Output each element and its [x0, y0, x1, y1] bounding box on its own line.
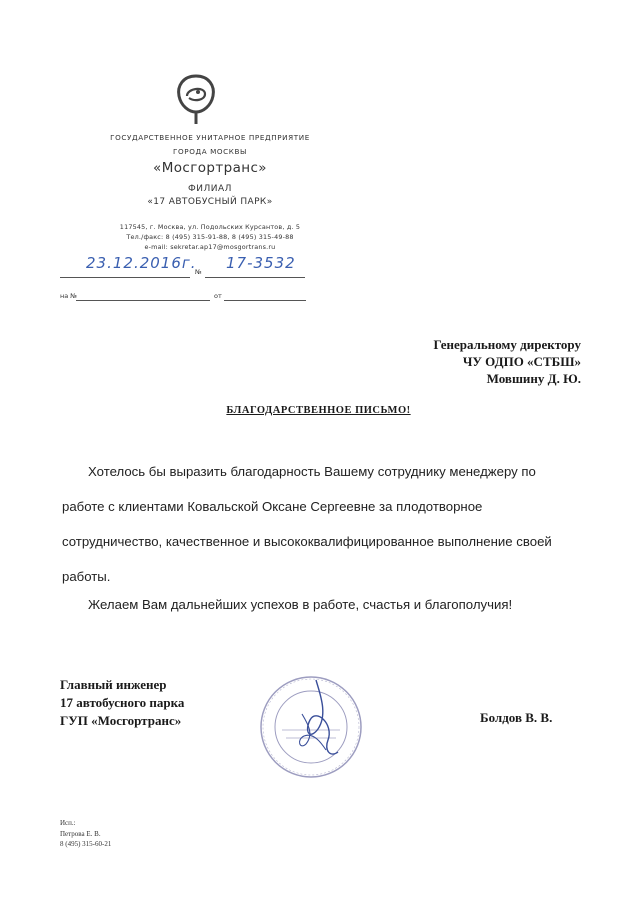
- executor-name: Петрова Е. В.: [60, 829, 101, 838]
- email: e-mail: sekretar.ap17@mosgortrans.ru: [144, 243, 276, 251]
- position-line3: ГУП «Мосгортранс»: [60, 713, 182, 728]
- branch-line2: «17 АВТОБУСНЫЙ ПАРК»: [147, 197, 273, 207]
- number-underline: [205, 276, 305, 278]
- number-handwritten: 17-3532: [226, 254, 296, 272]
- ref-underline: [76, 299, 210, 301]
- signatory-position: [60, 676, 184, 730]
- number-label: №: [195, 268, 202, 276]
- executor-label: Исп.:: [60, 819, 76, 827]
- brand-name: «Мосгортранс»: [153, 160, 267, 176]
- ref-label: на №: [60, 292, 78, 300]
- signatory-name: Болдов В. В.: [480, 710, 553, 725]
- recipient-line2: ЧУ ОДПО «СТБШ»: [462, 354, 581, 369]
- position-line2: 17 автобусного парка: [60, 695, 185, 710]
- executor-block: [60, 818, 111, 850]
- recipient-block: [433, 336, 581, 387]
- org-name-line1: ГОСУДАРСТВЕННОЕ УНИТАРНОЕ ПРЕДПРИЯТИЕ: [110, 133, 310, 142]
- body-paragraph-2: Желаем Вам дальнейших успехов в работе, счастья и благополучия!: [88, 597, 513, 612]
- address: 117545, г. Москва, ул. Подольских Курсантов, д. 5: [119, 223, 301, 231]
- position-line1: Главный инженер: [60, 677, 167, 692]
- from-label: от: [214, 292, 222, 300]
- date-underline: [60, 276, 190, 278]
- executor-phone: 8 (495) 315-60-21: [60, 840, 112, 848]
- branch-line1: ФИЛИАЛ: [188, 184, 232, 194]
- recipient-line3: Мовшину Д. Ю.: [486, 371, 581, 386]
- body-paragraph-1: Хотелось бы выразить благодарность Вашему сотруднику менеджеру по работе с клиентами Ковальской Оксане Сергеевне за плодотворное сотрудничество, качественное и высококвалифицированное выполнение своей работы.: [62, 464, 552, 584]
- round-stamp-icon: [258, 674, 364, 780]
- phones: Тел./факс: 8 (495) 315-91-88, 8 (495) 315-49-88: [126, 233, 294, 241]
- org-name-line2: ГОРОДА МОСКВЫ: [173, 147, 247, 156]
- letter-title: БЛАГОДАРСТВЕННОЕ ПИСЬМО!: [226, 405, 411, 416]
- from-underline: [224, 299, 306, 301]
- date-handwritten: 23.12.2016г.: [86, 254, 197, 272]
- recipient-line1: Генеральному директору: [433, 337, 581, 352]
- mosgortrans-logo-icon: [173, 70, 219, 126]
